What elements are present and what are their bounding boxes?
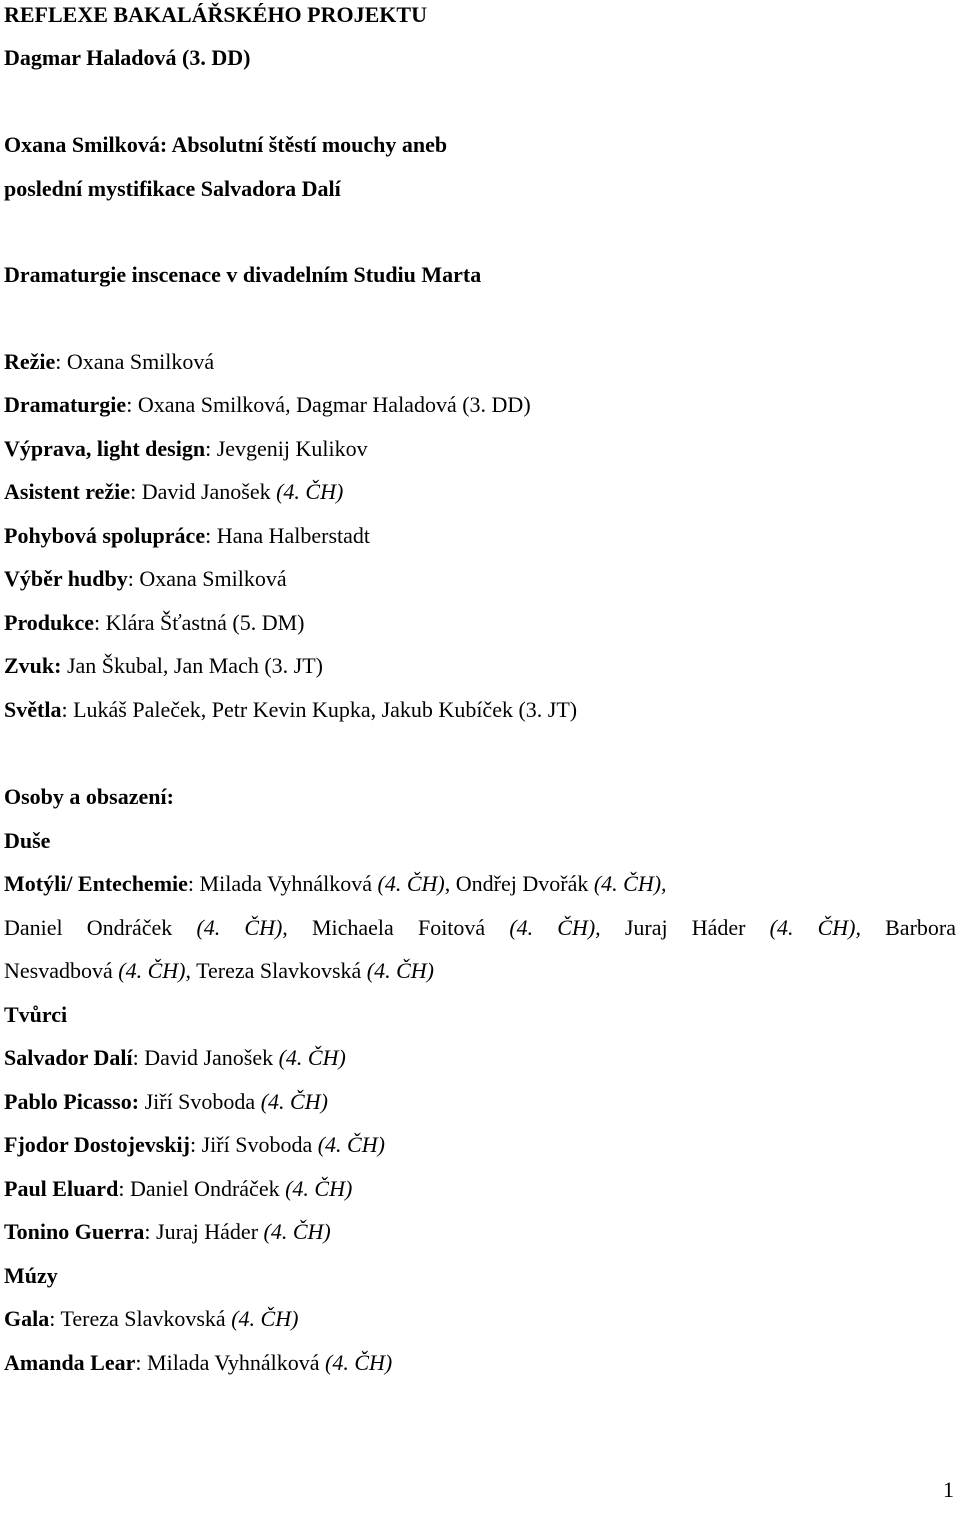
cast-fjodor-dostojevskij: Fjodor Dostojevskij: Jiří Svoboda (4. ČH) (4, 1132, 385, 1157)
credit-pohybova-spoluprace: Pohybová spolupráce: Hana Halberstadt (4, 523, 371, 548)
cast-gala: Gala: Tereza Slavkovská (4. ČH) (4, 1306, 299, 1331)
page-number: 1 (943, 1477, 954, 1502)
cast-group-tvurci: Tvůrci (4, 1002, 68, 1027)
cast-motyli-line-3: Nesvadbová (4. ČH), Tereza Slavkovská (4. ČH) (4, 958, 435, 983)
work-title-line-2: poslední mystifikace Salvadora Dalí (4, 176, 341, 201)
cast-motyli-line-1: Motýli/ Entechemie: Milada Vyhnálková (4. ČH), Ondřej Dvořák (4. ČH), (4, 871, 667, 896)
cast-pablo-picasso: Pablo Picasso: Jiří Svoboda (4. ČH) (4, 1089, 328, 1114)
cast-group-muzy: Múzy (4, 1263, 58, 1288)
cast-salvador-dali: Salvador Dalí: David Janošek (4. ČH) (4, 1045, 346, 1070)
credit-dramaturgie: Dramaturgie: Oxana Smilková, Dagmar Haladová (3. DD) (4, 392, 531, 417)
credit-asistent-rezie: Asistent režie: David Janošek (4. ČH) (4, 479, 344, 504)
cast-motyli-line-2: Daniel Ondráček (4. ČH), Michaela Foitová (4. ČH), Juraj Háder (4. ČH), Barbora (4, 915, 956, 940)
cast-tonino-guerra: Tonino Guerra: Juraj Háder (4. ČH) (4, 1219, 331, 1244)
cast-amanda-lear: Amanda Lear: Milada Vyhnálková (4. ČH) (4, 1350, 393, 1375)
work-title-line-1: Oxana Smilková: Absolutní štěstí mouchy aneb (4, 132, 448, 157)
credit-rezie: Režie: Oxana Smilková (4, 349, 215, 374)
document-author: Dagmar Haladová (3. DD) (4, 45, 251, 70)
credit-produkce: Produkce: Klára Šťastná (5. DM) (4, 610, 305, 635)
cast-paul-eluard: Paul Eluard: Daniel Ondráček (4. ČH) (4, 1176, 353, 1201)
credit-svetla: Světla: Lukáš Paleček, Petr Kevin Kupka, Jakub Kubíček (3. JT) (4, 697, 578, 722)
cast-group-duse: Duše (4, 828, 51, 853)
cast-heading: Osoby a obsazení: (4, 784, 174, 809)
document-title: REFLEXE BAKALÁŘSKÉHO PROJEKTU (4, 2, 427, 27)
work-subtitle: Dramaturgie inscenace v divadelním Studiu Marta (4, 262, 482, 287)
credit-vyber-hudby: Výběr hudby: Oxana Smilková (4, 566, 287, 591)
credit-vyprava: Výprava, light design: Jevgenij Kulikov (4, 436, 368, 461)
credit-zvuk: Zvuk: Jan Škubal, Jan Mach (3. JT) (4, 653, 323, 678)
